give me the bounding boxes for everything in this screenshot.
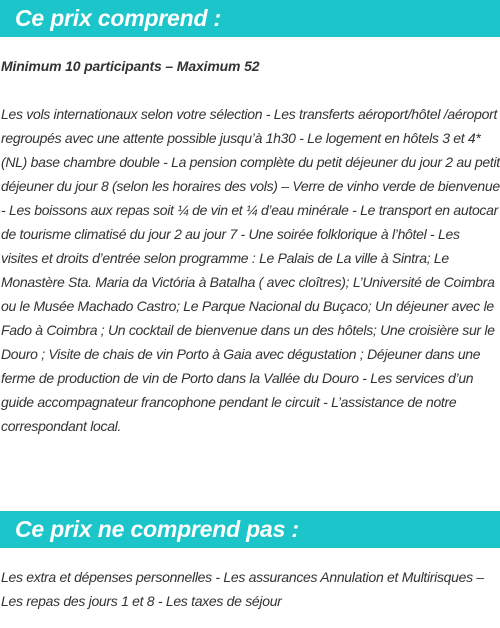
includes-heading: Ce prix comprend : — [15, 5, 221, 31]
excludes-header — [0, 511, 500, 548]
participants-limit: Minimum 10 participants – Maximum 52 — [1, 58, 260, 74]
excludes-heading: Ce prix ne comprend pas : — [15, 516, 299, 542]
excludes-details: Les extra et dépenses personnelles - Les assurances Annulation et Multirisques – Les repas des jours 1 et 8 - Les taxes de séjour — [1, 569, 484, 609]
includes-header — [0, 0, 500, 37]
includes-details: Les vols internationaux selon votre sélection - Les transferts aéroport/hôtel /aéroport regroupés avec une attente possible jusqu’à 1h30 - Le logement en hôtels 3 et 4* (NL) base chambre double - La pension complète du petit déjeuner du jour 2 au petit déjeuner du jour 8 (selon les horaires des vols) – Verre de vinho verde de bienvenue - Les boissons aux repas soit ¼ de vin et ¼ d’eau minérale - Le transport en autocar de tourisme climatisé du jour 2 au jour 7 - Une soirée folklorique à l’hôtel - Les visites et droits d’entrée selon programme : Le Palais de La ville à Sintra; Le Monastère Sta. Maria da Victória à Batalha ( avec cloîtres); L’Université de Coimbra ou le Musée Machado Castro; Le Parque Nacional du Buçaco; Un déjeuner avec le Fado à Coimbra ; Un cocktail de bienvenue dans un des hôtels; Une croisière sur le Douro ; Visite de chais de vin Porto à Gaia avec dégustation ; Déjeuner dans une ferme de production de vin de Porto dans la Vallée du Douro - Les services d’un guide accompagnateur francophone pendant le circuit - L’assistance de notre correspondant local. — [1, 106, 500, 434]
